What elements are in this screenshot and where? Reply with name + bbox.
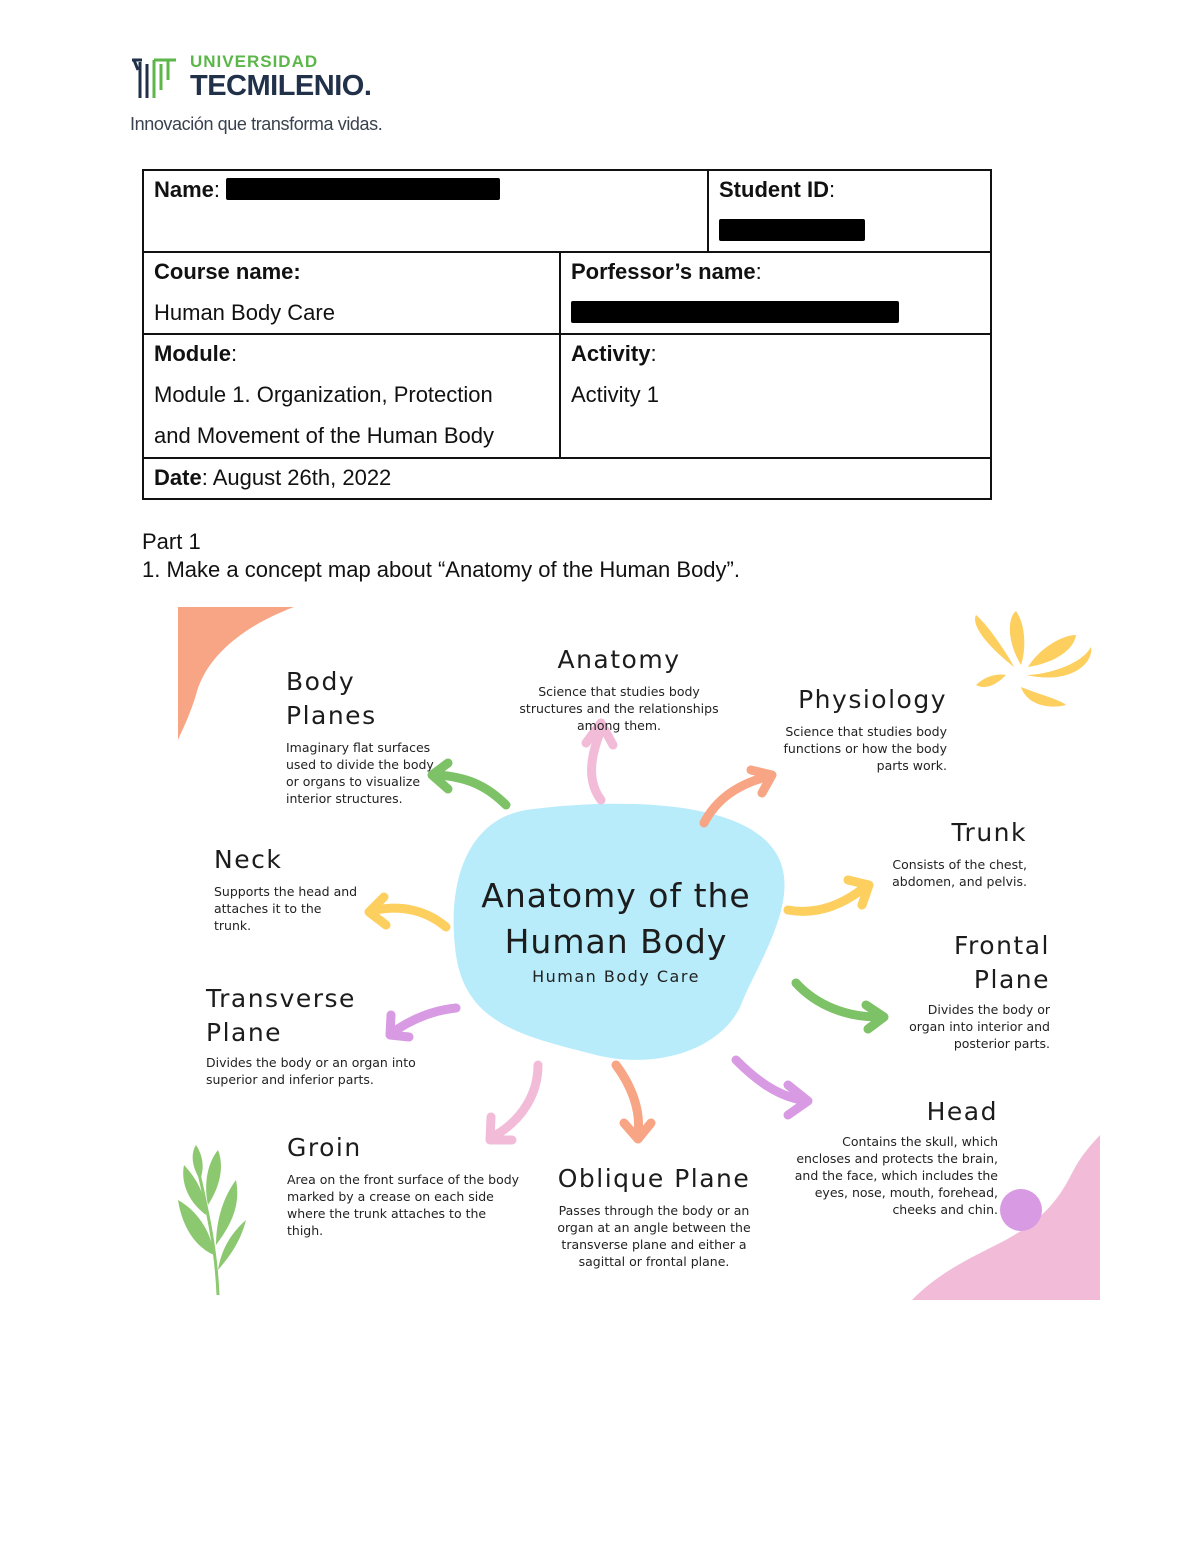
node-body-planes [286, 665, 436, 807]
logo-tecmilenio-text: TECMILENIO. [190, 70, 372, 102]
node-transverse-plane [206, 982, 431, 1088]
arrow-trunk [788, 890, 861, 911]
arrow-physiology [704, 777, 766, 823]
date-cell: Date: August 26th, 2022 [154, 465, 392, 490]
node-physiology-title: Physiology [798, 685, 947, 714]
part-title: Part 1 [142, 529, 201, 554]
node-physiology-desc: Science that studies body functions or how the body parts work. [783, 724, 947, 773]
node-frontal-plane-title-line1: Frontal [954, 931, 1050, 960]
module-cell: Module: Module 1. Organization, Protection and Movement of the Human Body [154, 341, 494, 448]
green-leaf-decoration [178, 1145, 246, 1295]
node-body-planes-desc: Imaginary flat surfaces used to divide the body or organs to visualize interior structures. [286, 740, 434, 806]
node-frontal-plane-desc: Divides the body or organ into interior and posterior parts. [909, 1002, 1050, 1051]
professor-cell: Porfessor’s name: [561, 247, 991, 337]
arrow-frontal [796, 983, 878, 1017]
name-label: Name [154, 177, 214, 202]
tecmilenio-logo-icon [128, 56, 180, 100]
arrow-groin [496, 1065, 538, 1135]
university-logo [128, 50, 398, 140]
node-transverse-plane-title-line1: Transverse [206, 984, 356, 1013]
salmon-corner-shape [178, 607, 294, 740]
activity-cell: Activity: Activity 1 [571, 341, 660, 407]
node-oblique-plane-desc: Passes through the body or an organ at an angle between the transverse plane and either a sagittal or frontal plane. [557, 1203, 751, 1269]
node-anatomy-title: Anatomy [557, 645, 681, 674]
center-subtitle: Human Body Care [532, 967, 700, 986]
node-body-planes-title: Body Planes [286, 667, 377, 730]
course-value: Human Body Care [154, 300, 335, 325]
node-frontal-plane [902, 929, 1050, 1052]
node-groin-title: Groin [287, 1133, 362, 1162]
node-groin-desc: Area on the front surface of the body marked by a crease on each side where the trunk attaches to the thigh. [287, 1172, 520, 1238]
module-label: Module [154, 341, 231, 366]
professor-redaction [571, 301, 899, 323]
node-neck [214, 843, 359, 934]
node-anatomy-desc: Science that studies body structures and the relationships among them. [519, 684, 719, 733]
node-head-title: Head [926, 1097, 998, 1126]
center-title [466, 873, 766, 965]
part-instruction: 1. Make a concept map about “Anatomy of the Human Body”. [142, 557, 740, 582]
name-cell: Name: [144, 165, 704, 214]
logo-tagline: Innovación que transforma vidas. [130, 114, 383, 134]
center-title-line2: Human Body [504, 922, 728, 961]
node-trunk-desc: Consists of the chest, abdomen, and pelvis. [892, 857, 1027, 889]
node-oblique-plane [552, 1162, 756, 1270]
name-redaction [226, 178, 500, 200]
node-transverse-plane-title-line2: Plane [206, 1018, 283, 1047]
node-groin [287, 1131, 523, 1239]
student-id-cell: Student ID: [709, 165, 989, 255]
date-value: August 26th, 2022 [212, 465, 392, 490]
node-frontal-plane-title-line2: Plane [973, 965, 1050, 994]
course-label: Course name: [154, 259, 301, 284]
student-id-redaction [719, 219, 865, 241]
part-section [142, 528, 740, 584]
student-info-table [142, 169, 992, 500]
module-value-line2: and Movement of the Human Body [154, 423, 494, 448]
concept-map [176, 605, 1100, 1300]
student-id-label: Student ID [719, 177, 829, 202]
node-anatomy [514, 643, 724, 734]
node-head [786, 1095, 998, 1218]
center-title-line1: Anatomy of the [481, 876, 751, 915]
node-neck-title: Neck [214, 845, 283, 874]
activity-value: Activity 1 [571, 382, 660, 407]
logo-university-text: UNIVERSIDAD [190, 52, 319, 71]
module-value-line1: Module 1. Organization, Protection [154, 382, 493, 407]
node-neck-desc: Supports the head and attaches it to the trunk. [214, 884, 358, 933]
yellow-splash-decoration [975, 611, 1091, 707]
node-physiology [772, 683, 947, 774]
professor-label: Porfessor’s name [571, 259, 756, 284]
activity-label: Activity [571, 341, 651, 366]
arrow-head [736, 1060, 801, 1100]
purple-dot-decoration [1000, 1189, 1042, 1231]
course-cell [144, 247, 556, 337]
node-trunk-title: Trunk [951, 818, 1027, 847]
date-label: Date [154, 465, 202, 490]
node-trunk [881, 816, 1027, 890]
node-transverse-plane-desc: Divides the body or an organ into superior and inferior parts. [206, 1055, 416, 1087]
node-head-desc: Contains the skull, which encloses and protects the brain, and the face, which includes the eyes, nose, mouth, forehead, cheeks and chin. [794, 1134, 998, 1217]
node-oblique-plane-title: Oblique Plane [557, 1164, 751, 1193]
